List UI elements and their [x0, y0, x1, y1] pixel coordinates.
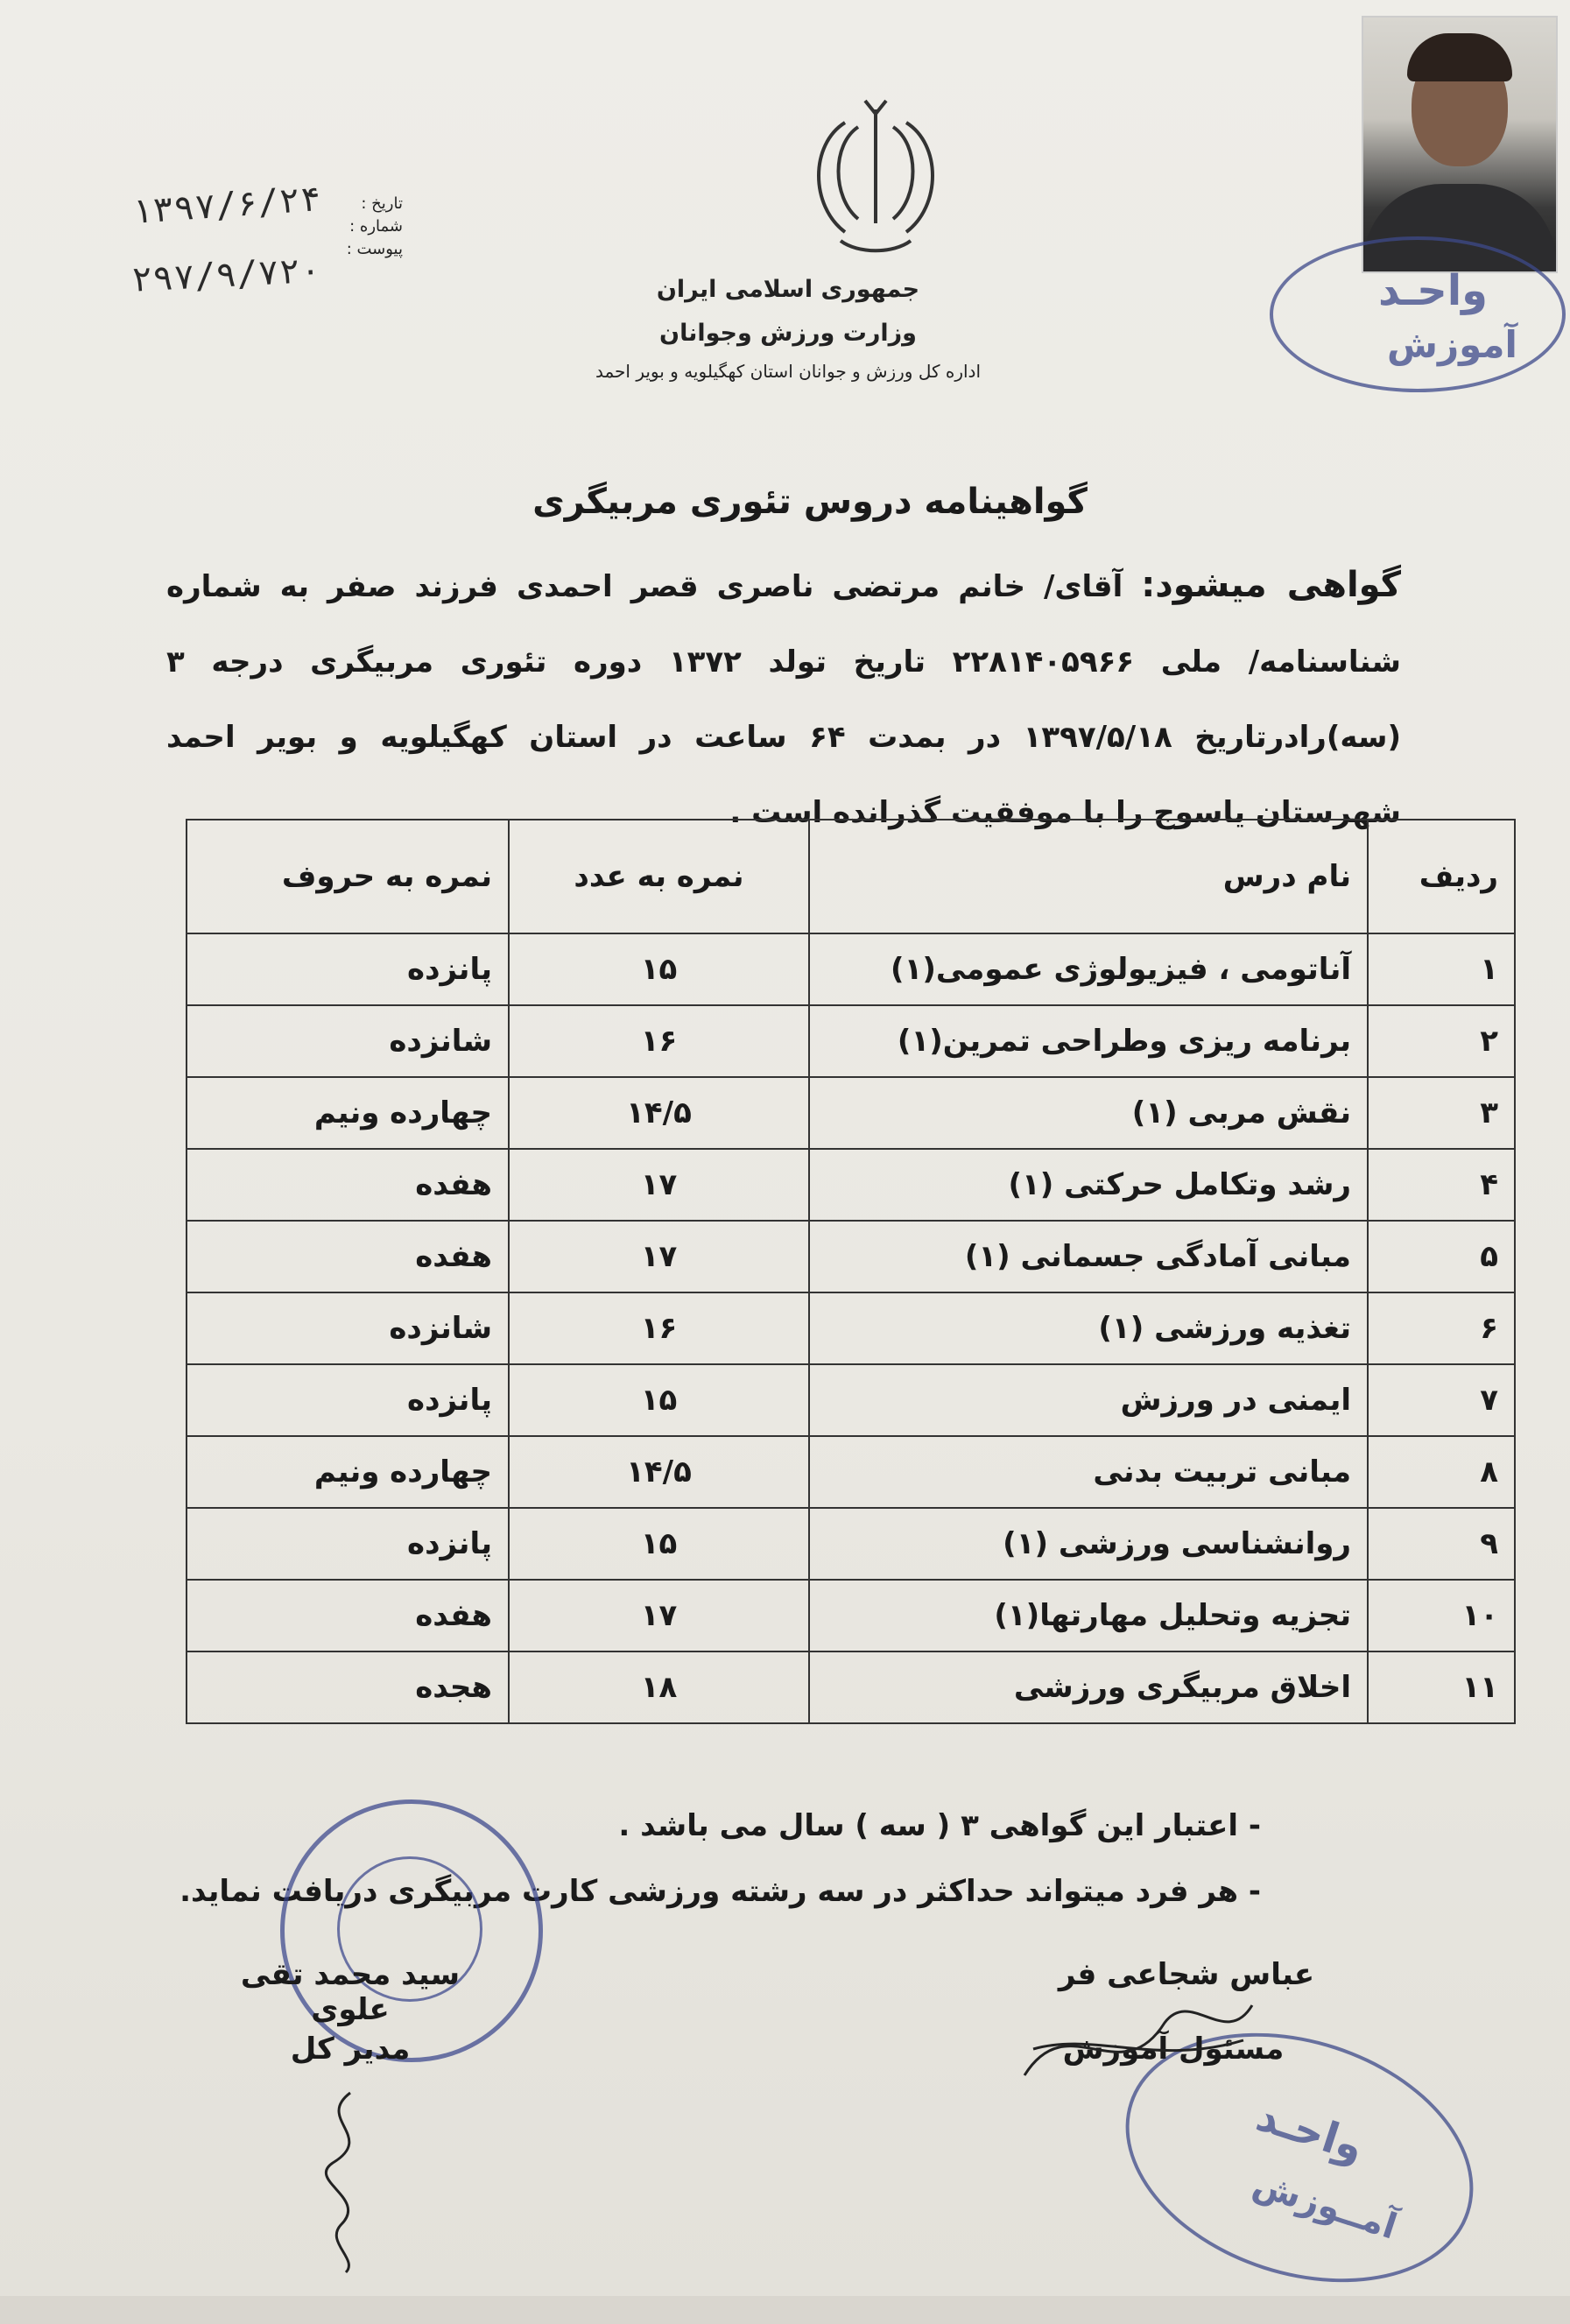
header-country: جمهوری اسلامی ایران	[656, 276, 920, 303]
header-row-number: ردیف	[1368, 820, 1515, 933]
row-number-cell: ۹	[1368, 1508, 1515, 1580]
director-name: سید محمد تقی علوی	[240, 1957, 461, 2027]
stamp-bottom-line2: آمــوزش	[1248, 2163, 1402, 2248]
row-number-cell: ۲	[1368, 1005, 1515, 1077]
table-row	[187, 1292, 1515, 1364]
table-row	[187, 1149, 1515, 1221]
grade-word-cell: هجده	[187, 1651, 509, 1723]
header-grade-number: نمره به عدد	[509, 820, 809, 933]
header-grade-word: نمره به حروف	[187, 820, 509, 933]
attachment-label: پیوست :	[346, 240, 403, 258]
course-name-cell: رشد وتکامل حرکتی (۱)	[809, 1149, 1368, 1221]
grade-number-cell: ۱۵	[509, 1508, 809, 1580]
grade-word-cell: هفده	[187, 1580, 509, 1651]
row-number-cell: ۷	[1368, 1364, 1515, 1436]
iran-emblem-icon	[806, 92, 946, 258]
course-name-cell: تغذیه ورزشی (۱)	[809, 1292, 1368, 1364]
education-head-signature-scribble	[1016, 1970, 1261, 2102]
grade-number-cell: ۱۴/۵	[509, 1436, 809, 1508]
grade-word-cell: پانزده	[187, 1508, 509, 1580]
grade-number-cell: ۱۷	[509, 1221, 809, 1292]
header-course-name: نام درس	[809, 820, 1368, 933]
grade-number-cell: ۱۵	[509, 1364, 809, 1436]
table-row	[187, 1651, 1515, 1723]
education-head-title: مسئول آموزش	[1062, 2032, 1285, 2067]
table-row	[187, 1077, 1515, 1149]
validity-note: - اعتبار این گواهی ۳ ( سه ) سال می باشد .	[618, 1808, 1261, 1843]
grade-number-cell: ۱۷	[509, 1149, 809, 1221]
grade-number-cell: ۱۴/۵	[509, 1077, 809, 1149]
grade-word-cell: چهارده ونیم	[187, 1077, 509, 1149]
table-row	[187, 1005, 1515, 1077]
course-name-cell: نقش مربی (۱)	[809, 1077, 1368, 1149]
table-row	[187, 1221, 1515, 1292]
photo-hair	[1407, 33, 1512, 81]
date-label: تاریخ :	[361, 194, 403, 213]
course-name-cell: آناتومی ، فیزیولوژی عمومی(۱)	[809, 933, 1368, 1005]
certificate-statement	[166, 547, 1401, 850]
grade-word-cell: پانزده	[187, 933, 509, 1005]
course-name-cell: ایمنی در ورزش	[809, 1364, 1368, 1436]
header-department: اداره کل ورزش و جوانان استان کهگیلویه و بویر احمد	[595, 361, 982, 382]
row-number-cell: ۱۰	[1368, 1580, 1515, 1651]
grade-number-cell: ۱۸	[509, 1651, 809, 1723]
stamp-top-line2: آموزش	[1387, 323, 1517, 366]
grade-number-cell: ۱۷	[509, 1580, 809, 1651]
grade-number-cell: ۱۶	[509, 1005, 809, 1077]
course-name-cell: تجزیه وتحلیل مهارتها(۱)	[809, 1580, 1368, 1651]
date-value: ۱۳۹۷/۶/۲۴	[130, 179, 323, 233]
grade-word-cell: پانزده	[187, 1364, 509, 1436]
course-name-cell: روانشناسی ورزشی (۱)	[809, 1508, 1368, 1580]
director-signature-scribble	[298, 2084, 403, 2277]
certificate-title: گواهینامه دروس تئوری مربیگری	[532, 482, 1088, 522]
row-number-cell: ۸	[1368, 1436, 1515, 1508]
row-number-cell: ۶	[1368, 1292, 1515, 1364]
grade-number-cell: ۱۵	[509, 933, 809, 1005]
table-row	[187, 1364, 1515, 1436]
table-row	[187, 1580, 1515, 1651]
number-label: شماره :	[349, 217, 403, 236]
statement-lead: گواهی میشود:	[1141, 565, 1402, 605]
statement-body: آقای/ خانم مرتضی ناصری قصر احمدی فرزند صفر به شماره شناسنامه/ ملی ۲۲۸۱۴۰۵۹۶۶ تاریخ تولد ۱۳۷۲ دوره تئوری مربیگری درجه ۳ (سه)رادرتاریخ ۱۳۹۷/۵/۱۸ در بمدت ۶۴ ساعت در استان کهگیلویه و بویر احمد شهرستان یاسوج را با موفقیت گذرانده است .	[166, 569, 1401, 830]
course-name-cell: برنامه ریزی وطراحی تمرین(۱)	[809, 1005, 1368, 1077]
table-header-row	[187, 820, 1515, 933]
grade-word-cell: هفده	[187, 1221, 509, 1292]
director-title: مدیر کل	[290, 2032, 411, 2067]
table-row	[187, 933, 1515, 1005]
course-name-cell: مبانی تربیت بدنی	[809, 1436, 1368, 1508]
stamp-bottom-line1: واحـد	[1250, 2091, 1370, 2173]
card-limit-note: - هر فرد میتواند حداکثر در سه رشته ورزشی کارت مربیگری دریافت نماید.	[180, 1874, 1261, 1909]
holder-photo	[1362, 16, 1558, 273]
number-value: ۲۹۷/۹/۷۲۰	[130, 250, 322, 300]
course-name-cell: مبانی آمادگی جسمانی (۱)	[809, 1221, 1368, 1292]
grade-number-cell: ۱۶	[509, 1292, 809, 1364]
grade-word-cell: چهارده ونیم	[187, 1436, 509, 1508]
row-number-cell: ۵	[1368, 1221, 1515, 1292]
education-head-name: عباس شجاعی فر	[1058, 1957, 1315, 1992]
table-row	[187, 1436, 1515, 1508]
row-number-cell: ۴	[1368, 1149, 1515, 1221]
course-name-cell: اخلاق مربیگری ورزشی	[809, 1651, 1368, 1723]
row-number-cell: ۱	[1368, 933, 1515, 1005]
row-number-cell: ۱۱	[1368, 1651, 1515, 1723]
table-row	[187, 1508, 1515, 1580]
grade-word-cell: هفده	[187, 1149, 509, 1221]
row-number-cell: ۳	[1368, 1077, 1515, 1149]
grades-table	[186, 819, 1516, 1724]
grade-word-cell: شانزده	[187, 1005, 509, 1077]
education-unit-stamp-top	[1270, 236, 1566, 392]
grade-word-cell: شانزده	[187, 1292, 509, 1364]
stamp-top-line1: واحـد	[1378, 266, 1489, 315]
header-ministry: وزارت ورزش وجوانان	[659, 320, 917, 347]
